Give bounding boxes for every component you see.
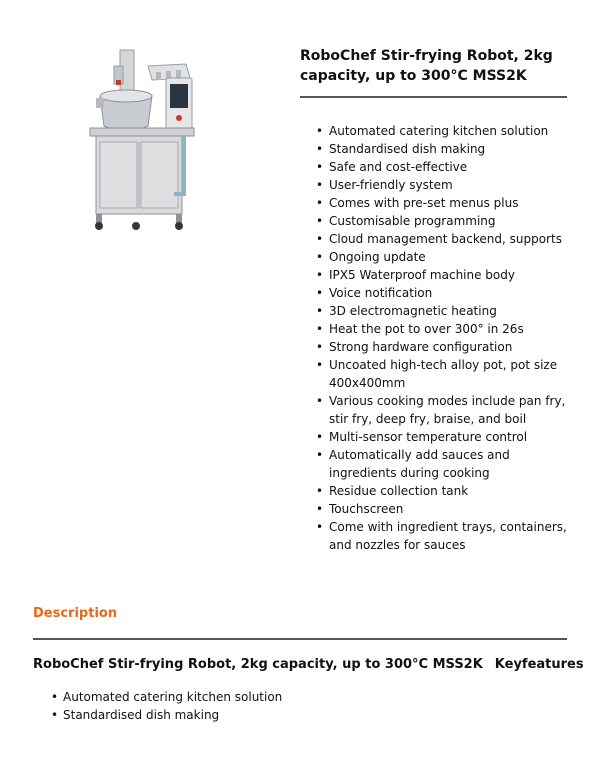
product-feature-list: [300, 122, 575, 554]
feature-item: • Comes with pre-set menus plus: [300, 194, 575, 212]
feature-item: • Touchscreen: [300, 500, 575, 518]
title-divider: [300, 96, 567, 98]
feature-item: • Strong hardware configuration: [300, 338, 575, 356]
description-feature-item: • Standardised dish making: [33, 706, 282, 724]
feature-item: • Heat the pot to over 300° in 26s: [300, 320, 575, 338]
feature-item: • User-friendly system: [300, 176, 575, 194]
product-image: [86, 44, 204, 234]
description-feature-item: • Automated catering kitchen solution: [33, 688, 282, 706]
description-divider: [33, 638, 567, 640]
description-heading: [33, 657, 584, 672]
stir-frying-robot-icon: [86, 44, 204, 234]
description-feature-list: [33, 688, 282, 724]
feature-item: • IPX5 Waterproof machine body: [300, 266, 575, 284]
feature-item: • Uncoated high-tech alloy pot, pot size 400x400mm: [300, 356, 575, 392]
feature-item: • Automated catering kitchen solution: [300, 122, 575, 140]
feature-item: • Come with ingredient trays, containers, and nozzles for sauces: [300, 518, 575, 554]
feature-item: • Voice notification: [300, 284, 575, 302]
feature-item: • Ongoing update: [300, 248, 575, 266]
feature-item: • Various cooking modes include pan fry, stir fry, deep fry, braise, and boil: [300, 392, 575, 428]
feature-item: • Cloud management backend, supports: [300, 230, 575, 248]
feature-item: • 3D electromagnetic heating: [300, 302, 575, 320]
feature-item: • Residue collection tank: [300, 482, 575, 500]
feature-item: • Multi-sensor temperature control: [300, 428, 575, 446]
product-title: RoboChef Stir-frying Robot, 2kg capacity, up to 300°C MSS2K: [300, 48, 553, 84]
feature-item: • Automatically add sauces and ingredients during cooking: [300, 446, 575, 482]
feature-item: • Standardised dish making: [300, 140, 575, 158]
feature-item: • Customisable programming: [300, 212, 575, 230]
keyfeatures-label: Keyfeatures: [494, 657, 584, 672]
description-tab[interactable]: Description: [33, 606, 118, 621]
feature-item: • Safe and cost-effective: [300, 158, 575, 176]
description-title: RoboChef Stir-frying Robot, 2kg capacity, up to 300°C MSS2K: [33, 657, 483, 672]
